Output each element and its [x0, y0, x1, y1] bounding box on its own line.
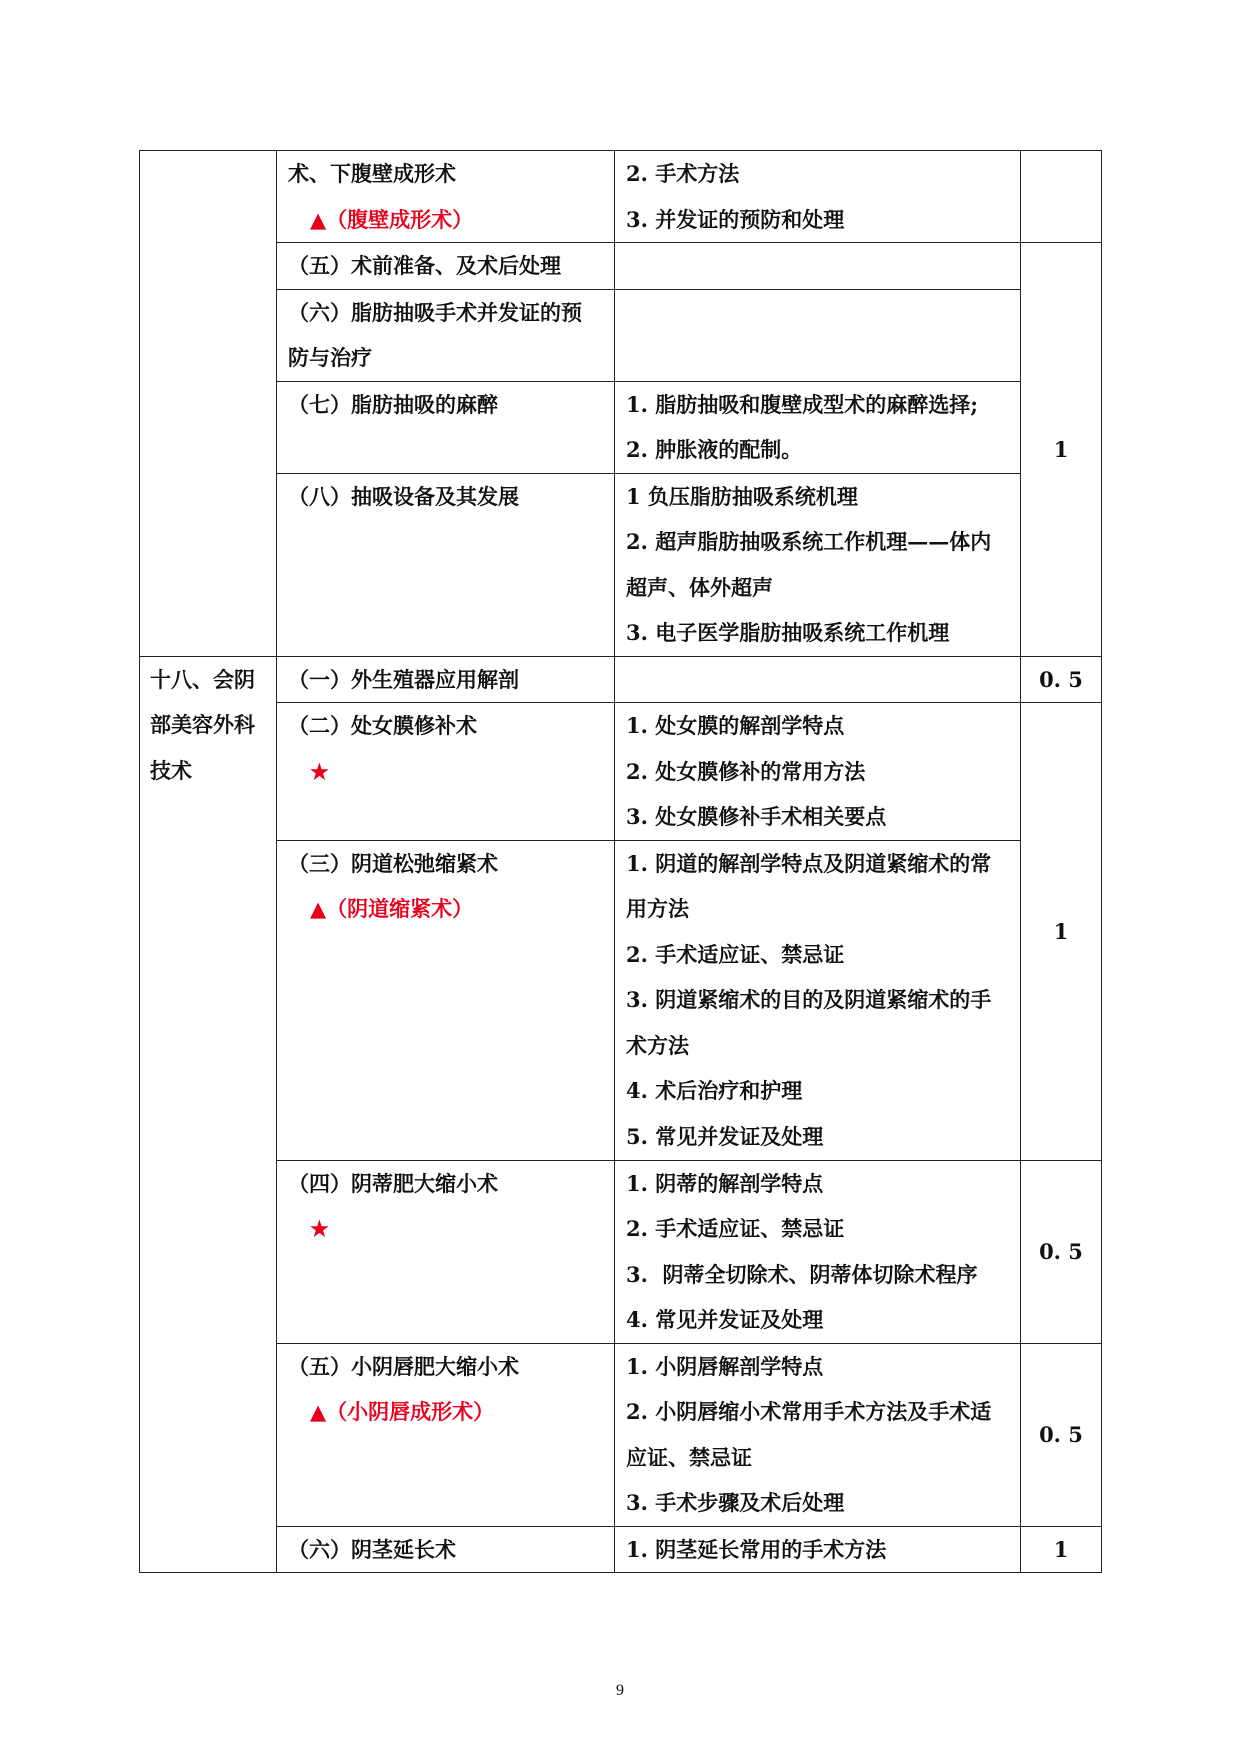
table-row — [140, 840, 1102, 1160]
topic-text: （六）脂肪抽吸手术并发证的预 — [288, 299, 582, 325]
content-cell — [615, 381, 1021, 473]
content-cell — [615, 703, 1021, 841]
hours-cell: 0. 5 — [1021, 1343, 1102, 1526]
topic-text: （四）阴蒂肥大缩小术 — [288, 1170, 498, 1196]
content-line: 2. 手术适应证、禁忌证 — [626, 1216, 845, 1241]
table-row — [140, 243, 1102, 290]
content-line: 3. 手术步骤及术后处理 — [626, 1490, 845, 1515]
content-line: 3. 阴道紧缩术的目的及阴道紧缩术的手 — [626, 987, 992, 1012]
topic-cell — [277, 840, 615, 1160]
table-row — [140, 1343, 1102, 1526]
topic-text: （一）外生殖器应用解剖 — [288, 666, 519, 692]
topic-text: （六）阴茎延长术 — [288, 1536, 456, 1562]
content-line: 2. 处女膜修补的常用方法 — [626, 758, 866, 784]
topic-cell — [277, 703, 615, 841]
content-line: 1. 阴蒂的解剖学特点 — [626, 1170, 824, 1196]
topic-cell — [277, 1526, 615, 1573]
category-text: 十八、会阴 — [150, 666, 255, 692]
table-row — [140, 656, 1102, 703]
content-cell — [615, 656, 1021, 703]
topic-cell — [277, 243, 615, 290]
content-line: 1. 阴道的解剖学特点及阴道紧缩术的常 — [626, 850, 992, 876]
content-cell — [615, 1160, 1021, 1343]
content-cell — [615, 151, 1021, 243]
table-row — [140, 151, 1102, 243]
table-row — [140, 703, 1102, 841]
topic-text: （三）阴道松弛缩紧术 — [288, 850, 498, 876]
hours-cell: 1 — [1021, 703, 1102, 1161]
content-line: 2. 小阴唇缩小术常用手术方法及手术适 — [626, 1399, 992, 1424]
content-line: 2. 手术方法 — [626, 161, 740, 186]
topic-cell — [277, 381, 615, 473]
content-line: 1. 处女膜的解剖学特点 — [626, 713, 845, 738]
hours-cell — [1021, 151, 1102, 243]
topic-text: （七）脂肪抽吸的麻醉 — [288, 391, 498, 417]
table-row — [140, 473, 1102, 656]
content-line: 超声、体外超声 — [626, 574, 773, 600]
topic-text: （五）术前准备、及术后处理 — [288, 253, 561, 278]
category-text: 部美容外科 — [150, 712, 255, 737]
content-line: 用方法 — [626, 896, 689, 921]
content-line: 应证、禁忌证 — [626, 1444, 752, 1470]
hours-cell: 1 — [1021, 1526, 1102, 1573]
content-line: 1. 阴茎延长常用的手术方法 — [626, 1536, 887, 1562]
content-line: 3. 电子医学脂肪抽吸系统工作机理 — [626, 620, 950, 645]
hours-cell: 1 — [1021, 243, 1102, 657]
content-line: 2. 超声脂肪抽吸系统工作机理——体内 — [626, 529, 992, 554]
hours-cell: 0. 5 — [1021, 1160, 1102, 1343]
priority-marker: ▲（小阴唇成形术） — [310, 1399, 495, 1424]
content-line: 1. 小阴唇解剖学特点 — [626, 1353, 824, 1379]
topic-cell — [277, 473, 615, 656]
category-cell — [140, 151, 277, 657]
content-cell — [615, 1343, 1021, 1526]
content-cell — [615, 243, 1021, 290]
priority-marker: ▲（腹壁成形术） — [310, 206, 474, 232]
content-line: 3. 并发证的预防和处理 — [626, 206, 845, 232]
star-icon: ★ — [310, 1216, 329, 1241]
table-row — [140, 1160, 1102, 1343]
table-row — [140, 1526, 1102, 1573]
topic-cell — [277, 289, 615, 381]
topic-text: （二）处女膜修补术 — [288, 713, 477, 738]
syllabus-table — [139, 150, 1102, 1573]
page-number: 9 — [616, 1682, 624, 1699]
topic-cell — [277, 656, 615, 703]
topic-text: （八）抽吸设备及其发展 — [288, 483, 519, 509]
content-line: 4. 常见并发证及处理 — [626, 1307, 824, 1332]
content-cell — [615, 289, 1021, 381]
content-line: 1 负压脂肪抽吸系统机理 — [626, 483, 858, 509]
content-cell — [615, 840, 1021, 1160]
table-row — [140, 381, 1102, 473]
topic-text: 防与治疗 — [288, 345, 372, 370]
content-line: 1. 脂肪抽吸和腹壁成型术的麻醉选择; — [626, 391, 978, 417]
content-line: 2. 肿胀液的配制。 — [626, 437, 803, 462]
content-cell — [615, 473, 1021, 656]
content-line: 2. 手术适应证、禁忌证 — [626, 941, 845, 967]
priority-marker: ▲（阴道缩紧术） — [310, 896, 474, 921]
topic-cell — [277, 1160, 615, 1343]
hours-cell: 0. 5 — [1021, 656, 1102, 703]
content-cell — [615, 1526, 1021, 1573]
content-line: 3. 阴蒂全切除术、阴蒂体切除术程序 — [626, 1261, 978, 1287]
category-cell — [140, 656, 277, 1573]
content-line: 术方法 — [626, 1032, 689, 1058]
content-line: 5. 常见并发证及处理 — [626, 1123, 824, 1149]
topic-text: （五）小阴唇肥大缩小术 — [288, 1353, 519, 1379]
content-line: 3. 处女膜修补手术相关要点 — [626, 804, 887, 829]
topic-text: 术、下腹壁成形术 — [288, 161, 456, 186]
table-row — [140, 289, 1102, 381]
content-line: 4. 术后治疗和护理 — [626, 1078, 803, 1103]
star-icon: ★ — [310, 758, 329, 784]
category-text: 技术 — [150, 757, 192, 783]
topic-cell — [277, 1343, 615, 1526]
topic-cell — [277, 151, 615, 243]
